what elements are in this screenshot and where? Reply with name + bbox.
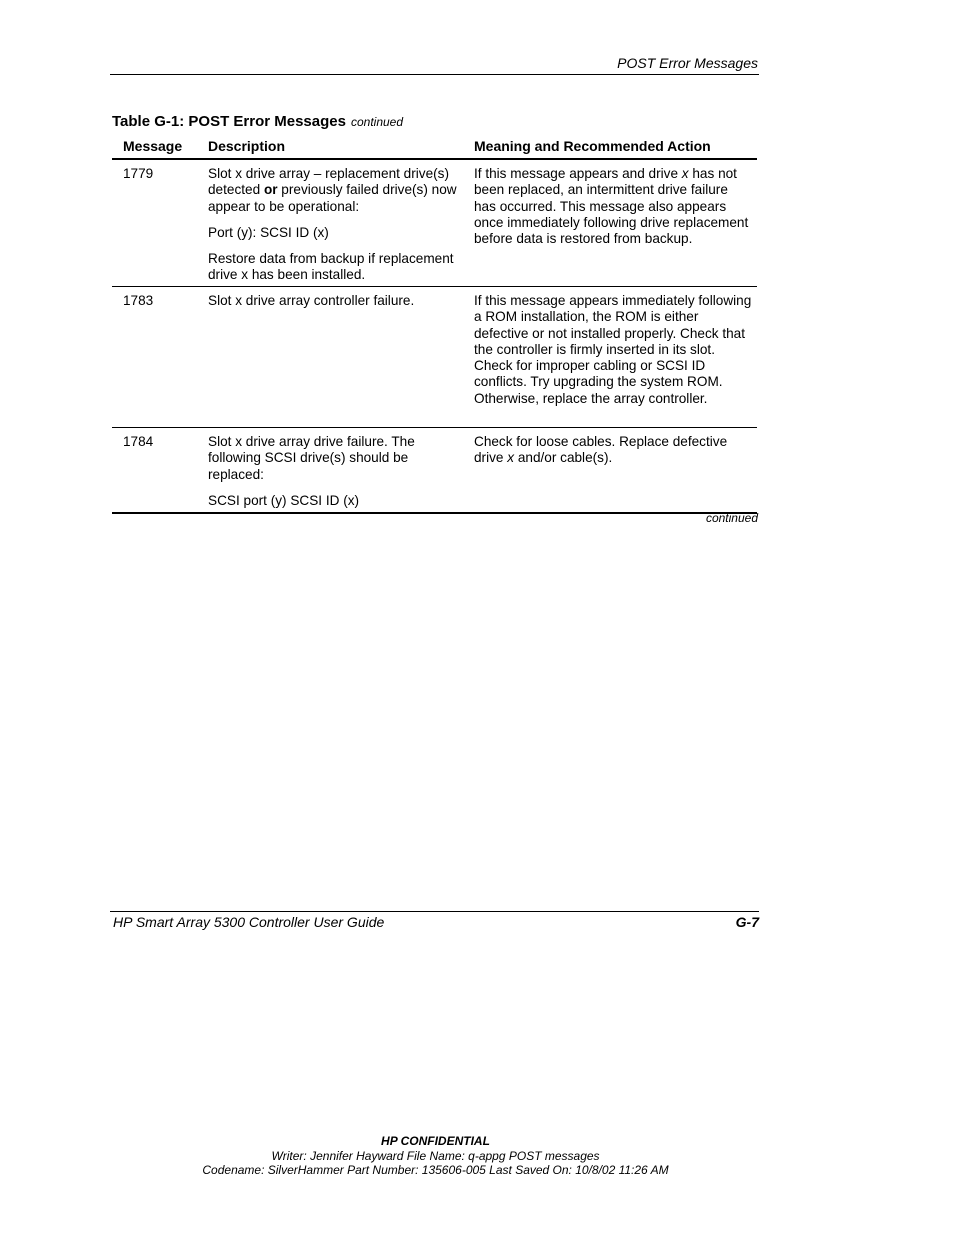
confidential-writer-line: Writer: Jennifer Hayward File Name: q-appg POST messages bbox=[271, 1148, 600, 1163]
table-caption-title: Table G-1: POST Error Messages bbox=[112, 113, 346, 130]
confidential-label: HP CONFIDENTIAL bbox=[381, 1134, 490, 1148]
confidential-block bbox=[0, 1134, 871, 1178]
action-paragraph bbox=[474, 166, 752, 247]
table-row bbox=[112, 428, 757, 514]
description-cell bbox=[208, 293, 458, 309]
footer-divider bbox=[110, 911, 759, 912]
running-header-title: POST Error Messages bbox=[617, 55, 758, 71]
column-header-action: Meaning and Recommended Action bbox=[474, 138, 711, 154]
action-paragraph bbox=[474, 434, 752, 467]
column-header-description: Description bbox=[208, 138, 286, 154]
action-cell bbox=[474, 293, 752, 407]
table-header-row bbox=[112, 138, 757, 160]
column-header-message: Message bbox=[123, 138, 183, 154]
confidential-codename-line: Codename: SilverHammer Part Number: 135606-005 Last Saved On: 10/8/02 11:26 AM bbox=[202, 1163, 669, 1177]
action-cell bbox=[474, 434, 752, 467]
action-text: has not been replaced, an intermittent drive failure has occurred. This message also appears once immediately following drive replacement before data is restored from backup. bbox=[474, 166, 749, 247]
description-paragraph: Slot x drive array drive failure. The following SCSI drive(s) should be replaced: bbox=[208, 434, 415, 482]
description-paragraph: Slot x drive array controller failure. bbox=[208, 293, 415, 308]
description-emphasis: or bbox=[263, 182, 278, 198]
description-cell bbox=[208, 166, 458, 284]
action-text: and/or cable(s). bbox=[514, 450, 613, 466]
message-code: 1779 bbox=[123, 166, 154, 181]
footer-guide-title: HP Smart Array 5300 Controller User Guide bbox=[113, 914, 385, 930]
table-row bbox=[112, 287, 757, 428]
description-paragraph bbox=[208, 166, 458, 215]
description-paragraph: SCSI port (y) SCSI ID (x) bbox=[208, 492, 360, 508]
action-cell bbox=[474, 166, 752, 247]
table-row bbox=[112, 160, 757, 287]
description-text: Slot x drive array – replacement drive(s) detected bbox=[208, 166, 449, 198]
description-paragraph: Port (y): SCSI ID (x) bbox=[208, 224, 329, 240]
table-continued-note: continued bbox=[705, 511, 758, 525]
footer-page-number: G-7 bbox=[735, 914, 759, 930]
description-text: previously failed drive(s) now appear to be operational: bbox=[208, 182, 457, 214]
message-code: 1784 bbox=[123, 434, 154, 449]
action-text: If this message appears and drive bbox=[474, 166, 682, 181]
action-variable: x bbox=[681, 166, 689, 181]
action-variable: x bbox=[507, 450, 515, 466]
table-caption bbox=[112, 113, 403, 130]
description-paragraph: Restore data from backup if replacement drive x has been installed. bbox=[208, 251, 454, 283]
table-caption-continued: continued bbox=[350, 115, 404, 129]
action-text: Check for loose cables. Replace defective drive bbox=[474, 434, 728, 466]
post-error-table bbox=[112, 138, 757, 514]
header-divider bbox=[110, 74, 759, 75]
description-cell bbox=[208, 434, 458, 509]
message-code: 1783 bbox=[123, 293, 154, 308]
action-paragraph: If this message appears immediately following a ROM installation, the ROM is either defective or not installed properly. Check that the controller is firmly inserted in its slot. Check for improper cabling or SCSI ID conflicts. Try upgrading the system ROM. Otherwise, replace the array controller. bbox=[474, 293, 752, 406]
